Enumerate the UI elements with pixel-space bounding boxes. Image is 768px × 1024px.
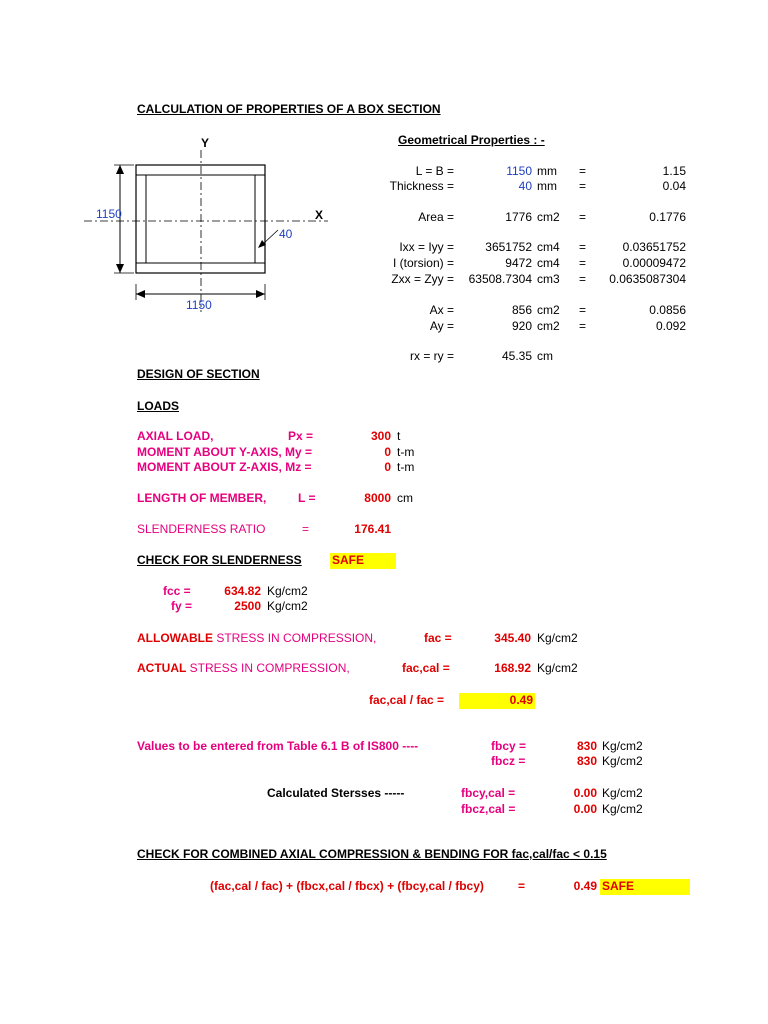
moment-y-label: MOMENT ABOUT Y-AXIS, My = [137,445,313,459]
fcc-label: fcc = [163,584,191,598]
fbcycal-label: fbcy,cal = [461,786,516,800]
slenderness-status-badge: SAFE [330,553,396,569]
axial-load-value: 300 [370,429,391,443]
fbcz-value: 830 [576,754,597,768]
allowable-stress-symbol: fac = [424,631,452,645]
loads-heading: LOADS [137,399,179,413]
geo-heading: Geometrical Properties : - [398,133,545,147]
fcc-value: 634.82 [224,584,261,598]
moment-y-value: 0 [384,445,391,459]
lb-value: 1150 [506,164,532,178]
stress-ratio-label: fac,cal / fac = [369,693,445,707]
fbcycal-value: 0.00 [573,786,597,800]
combined-formula-value: 0.49 [573,879,597,893]
page-title: CALCULATION OF PROPERTIES OF A BOX SECTION [137,102,441,116]
fbcy-label: fbcy = [491,739,527,753]
combined-check-heading: CHECK FOR COMBINED AXIAL COMPRESSION & BENDING FOR fac,cal/fac < 0.15 [137,847,607,861]
fbcy-value: 830 [576,739,597,753]
length-label: LENGTH OF MEMBER, [137,491,267,505]
length-symbol: L = [298,491,316,505]
combined-status-badge: SAFE [600,879,690,895]
allowable-stress-value: 345.40 [494,631,531,645]
design-heading: DESIGN OF SECTION [137,367,260,381]
actual-stress-value: 168.92 [494,661,531,675]
calculated-stresses-label: Calculated Stersses ----- [267,786,405,800]
y-axis-label: Y [201,136,210,150]
length-value: 8000 [364,491,391,505]
actual-stress-label: ACTUAL STRESS IN COMPRESSION, [137,661,350,675]
moment-z-value: 0 [384,460,391,474]
slenderness-label: SLENDERNESS RATIO [137,522,266,536]
thickness-dim-label: 40 [279,227,293,241]
box-outer-edge [136,165,265,273]
combined-formula: (fac,cal / fac) + (fbcx,cal / fbcx) + (fbcy,cal / fbcy) [210,879,484,893]
moment-z-label: MOMENT ABOUT Z-AXIS, Mz = [137,460,312,474]
axial-load-symbol: Px = [288,429,314,443]
stress-ratio-value: 0.49 [459,693,535,709]
fy-value: 2500 [234,599,261,613]
allowable-stress-label: ALLOWABLE STRESS IN COMPRESSION, [137,631,377,645]
thickness-value: 40 [518,179,532,193]
fy-label: fy = [171,599,193,613]
actual-stress-symbol: fac,cal = [402,661,450,675]
fbczcal-value: 0.00 [573,802,597,816]
height-dim-label: 1150 [96,207,122,221]
width-dim-label: 1150 [186,298,212,312]
fbcz-label: fbcz = [491,754,526,768]
axial-load-label: AXIAL LOAD, [137,429,214,443]
slenderness-value: 176.41 [354,522,391,536]
table-note: Values to be entered from Table 6.1 B of IS800 ---- [137,739,419,753]
x-axis-label: X [315,208,324,222]
check-slenderness-heading: CHECK FOR SLENDERNESS [137,553,302,567]
fbczcal-label: fbcz,cal = [461,802,516,816]
